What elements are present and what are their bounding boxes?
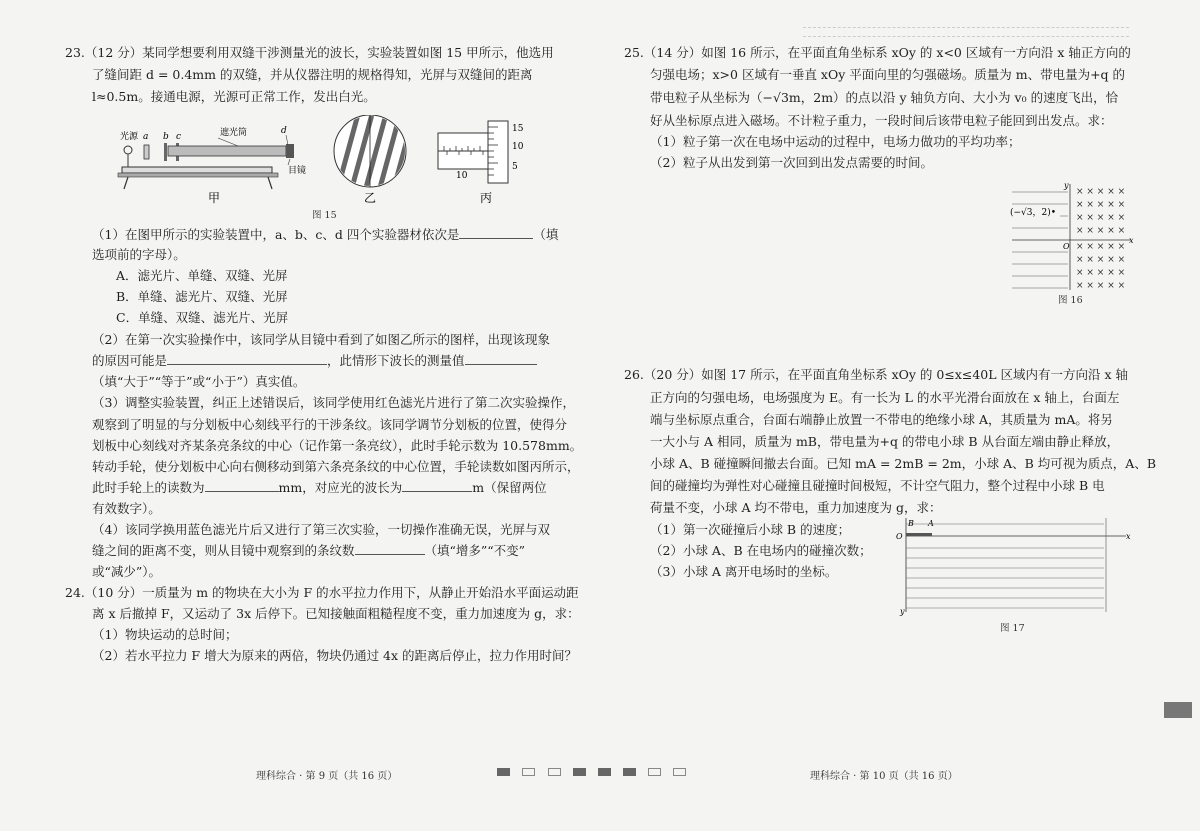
fig15-label-d: d [281,126,287,136]
q25-part2: （2）粒子从出发到第一次回到出发点需要的时间。 [650,155,933,170]
svg-text:× × × × ×: × × × × × [1076,268,1126,278]
q23-part3-text: 此时手轮上的读数为 [92,480,205,495]
fig15-micrometer [438,121,508,183]
footer-page-10: 理科综合 · 第 10 页（共 16 页） [810,771,958,782]
q23-part3-mid: mm，对应光的波长为 [278,480,403,495]
fig16-axis-y: y [1064,181,1069,190]
q24-part1: （1）物块运动的总时间； [92,627,238,642]
figure-17 [894,514,1134,616]
fig17-origin: O [896,532,903,541]
q26-line-4: 一大小与 A 相同，质量为 mB，带电量为+q 的带电小球 B 从台面左端由静止释放， [650,434,1120,449]
q24-line-1: 24.（10 分）一质量为 m 的物块在大小为 F 的水平拉力作用下，从静止开始沿水平面运动距 [65,585,579,600]
fig15-label-tube: 遮光筒 [220,128,248,138]
q23-part2-line3: （填“大于”“等于”或“小于”）真实值。 [92,374,306,389]
q26-line-5: 小球 A、B 碰撞瞬间撤去台面。已知 mA = 2mB = 2m，小球 A、B 均可视为质点，A、B [650,456,1157,471]
q23-part2-line1: （2）在第一次实验操作中，该同学从目镜中看到了如图乙所示的图样，出现该现象 [92,332,550,347]
fig15-tick-15: 15 [512,124,524,134]
svg-text:× × × × ×: × × × × × [1076,213,1126,223]
q26-line-7: 荷量不变，小球 A 均不带电，重力加速度为 g，求： [650,500,942,515]
fig15-label-c: c [176,132,182,142]
fig15-fringe-pattern [334,115,416,195]
fig15-apparatus [118,135,294,189]
q23-part2-text: 的原因可能是 [92,353,168,368]
svg-text:× × × × ×: × × × × × [1076,255,1126,265]
fig15-label-a: a [143,132,149,142]
q25-line-2: 匀强电场；x>0 区域有一垂直 xOy 平面向里的匀强磁场。质量为 m、带电量为+q 的 [650,67,1126,82]
q24-part2: （2）若水平拉力 F 增大为原来的两倍，物块仍通过 4x 的距离后停止，拉力作用时间？ [92,648,578,663]
q26-line-3: 端与坐标原点重合，台面右端静止放置一不带电的绝缘小球 A，其质量为 mA。将另 [650,412,1113,427]
right-page [600,0,1200,831]
q26-line-1: 26.（20 分）如图 17 所示，在平面直角坐标系 xOy 的 0≤x≤40L 区域内有一方向沿 x 轴 [624,367,1129,382]
q23-line-2: 了缝间距 d = 0.4mm 的双缝，并从仪器注明的规格得知，光屏与双缝间的距离 [92,67,533,82]
q23-part1-line2: 选项前的字母）。 [92,247,186,262]
q26-part2: （2）小球 A、B 在电场内的碰撞次数； [650,543,872,558]
svg-text:× × × × ×: × × × × × [1076,242,1126,252]
fig17-label-b: B [908,519,914,528]
fig16-origin: O [1063,242,1070,251]
q26-part3: （3）小球 A 离开电场时的坐标。 [650,564,838,579]
q23-part2-line2 [92,350,537,371]
figure-16 [1008,180,1138,295]
q23-line-3: l≈0.5m。接通电源，光源可正常工作，发出白光。 [92,89,376,104]
q23-option-c: C．单缝、双缝、滤光片、光屏 [116,310,289,325]
fig15-caption: 图 15 [312,210,337,221]
q23-part4-line2 [92,540,525,561]
fig15-tick-10: 10 [512,142,524,152]
q26-line-6: 间的碰撞均为弹性对心碰撞且碰撞时间极短，不计空气阻力，整个过程中小球 B 电 [650,478,1105,493]
q26-line-2: 正方向的匀强电场，电场强度为 E。有一长为 L 的水平光滑台面放在 x 轴上，台面左 [650,390,1120,405]
q23-blank-3[interactable] [465,350,537,365]
fig16-magnetic-field [1076,187,1125,291]
fig16-caption: 图 16 [1058,295,1083,306]
q25-line-1: 25.（14 分）如图 16 所示，在平面直角坐标系 xOy 的 x<0 区域有一方向沿 x 轴正方向的 [624,45,1131,60]
q23-part4-line1: （4）该同学换用蓝色滤光片后又进行了第三次实验，一切操作准确无误，光屏与双 [92,522,550,537]
q23-part3-line5 [92,477,547,498]
fig17-label-a: A [928,519,934,528]
svg-text:× × × × ×: × × × × × [1076,200,1126,210]
page-indicator-2 [522,768,535,776]
svg-text:× × × × ×: × × × × × [1076,281,1126,291]
footer-page-9: 理科综合 · 第 9 页（共 16 页） [256,771,398,782]
page-indicator-4 [573,768,586,776]
q23-blank-2[interactable] [167,350,327,365]
q23-part3-tail: m（保留两位 [472,480,547,495]
q26-part1: （1）第一次碰撞后小球 B 的速度； [650,522,851,537]
q23-part3-line4: 转动手轮，使分划板中心向右侧移动到第六条亮条纹的中心位置，手轮读数如图丙所示， [92,459,580,474]
q23-part1-text: （1）在图甲所示的实验装置中，a、b、c、d 四个实验器材依次是 [92,227,460,242]
fig15-label-bing: 丙 [480,191,493,205]
q23-part3-line3: 划板中心刻线对齐某条亮条纹的中心（记作第一条亮纹），此时手轮示数为 10.578mm。 [92,438,583,453]
fig16-point-label: (−√3，2)• [1010,208,1057,218]
figure-15 [108,115,528,220]
fig17-platform [906,533,932,536]
q23-blank-5[interactable] [402,477,472,492]
q23-part4-tail: （填“增多”“不变” [424,543,526,558]
q23-option-b: B．单缝、滤光片、双缝、光屏 [116,289,288,304]
page-indicator-3 [548,768,561,776]
q23-line-1: 23.（12 分）某同学想要利用双缝干涉测量光的波长，实验装置如图 15 甲所示，他选用 [65,45,554,60]
q23-part4-line3: 或“减少”）。 [92,564,162,579]
q24-line-2: 离 x 后撤掉 F，又运动了 3x 后停下。已知接触面粗糙程度不变，重力加速度为 g，求： [92,606,580,621]
fig17-caption: 图 17 [1000,623,1025,634]
fig15-label-light: 光源 [120,132,139,142]
q23-blank-4[interactable] [205,477,279,492]
fig17-axis-x: x [1126,532,1131,541]
fig15-tick-10b: 10 [456,171,468,181]
q25-part1: （1）粒子第一次在电场中运动的过程中，电场力做功的平均功率； [650,134,1021,149]
q23-blank-1[interactable] [459,224,533,239]
svg-text:× × × × ×: × × × × × [1076,226,1126,236]
q23-part4-text: 缝之间的距离不变，则从目镜中观察到的条纹数 [92,543,355,558]
q25-line-4: 好从坐标原点进入磁场。不计粒子重力，一段时间后该带电粒子能回到出发点。求： [650,113,1113,128]
q23-part2-mid: ，此情形下波长的测量值 [327,353,465,368]
fig15-label-yi: 乙 [364,191,377,205]
fig17-field-lines [906,524,1104,608]
q23-part3-line6: 有效数字）。 [92,501,161,516]
fig16-axis-x: x [1129,236,1134,245]
q23-part1 [92,224,558,245]
q23-part3-line1: （3）调整实验装置，纠正上述错误后，该同学使用红色滤光片进行了第二次实验操作， [92,395,575,410]
q23-blank-6[interactable] [355,540,425,555]
fig15-label-b: b [163,132,169,142]
fig15-label-jia: 甲 [208,191,221,205]
q23-option-a: A．滤光片、单缝、双缝、光屏 [116,268,288,283]
side-tab [1164,702,1192,718]
fig17-axis-y: y [900,607,905,616]
page-indicator-1 [497,768,510,776]
q25-line-3: 带电粒子从坐标为（−√3m，2m）的点以沿 y 轴负方向、大小为 v₀ 的速度飞出，恰 [650,90,1119,105]
q23-part3-line2: 观察到了明显的与分划板中心刻线平行的干涉条纹。该同学调节分划板的位置，使得分 [92,417,568,432]
fig15-label-eyepiece: 目镜 [288,166,307,176]
q23-part1-tail: （填 [533,227,559,242]
fig15-tick-5: 5 [512,162,518,172]
svg-text:× × × × ×: × × × × × [1076,187,1126,197]
